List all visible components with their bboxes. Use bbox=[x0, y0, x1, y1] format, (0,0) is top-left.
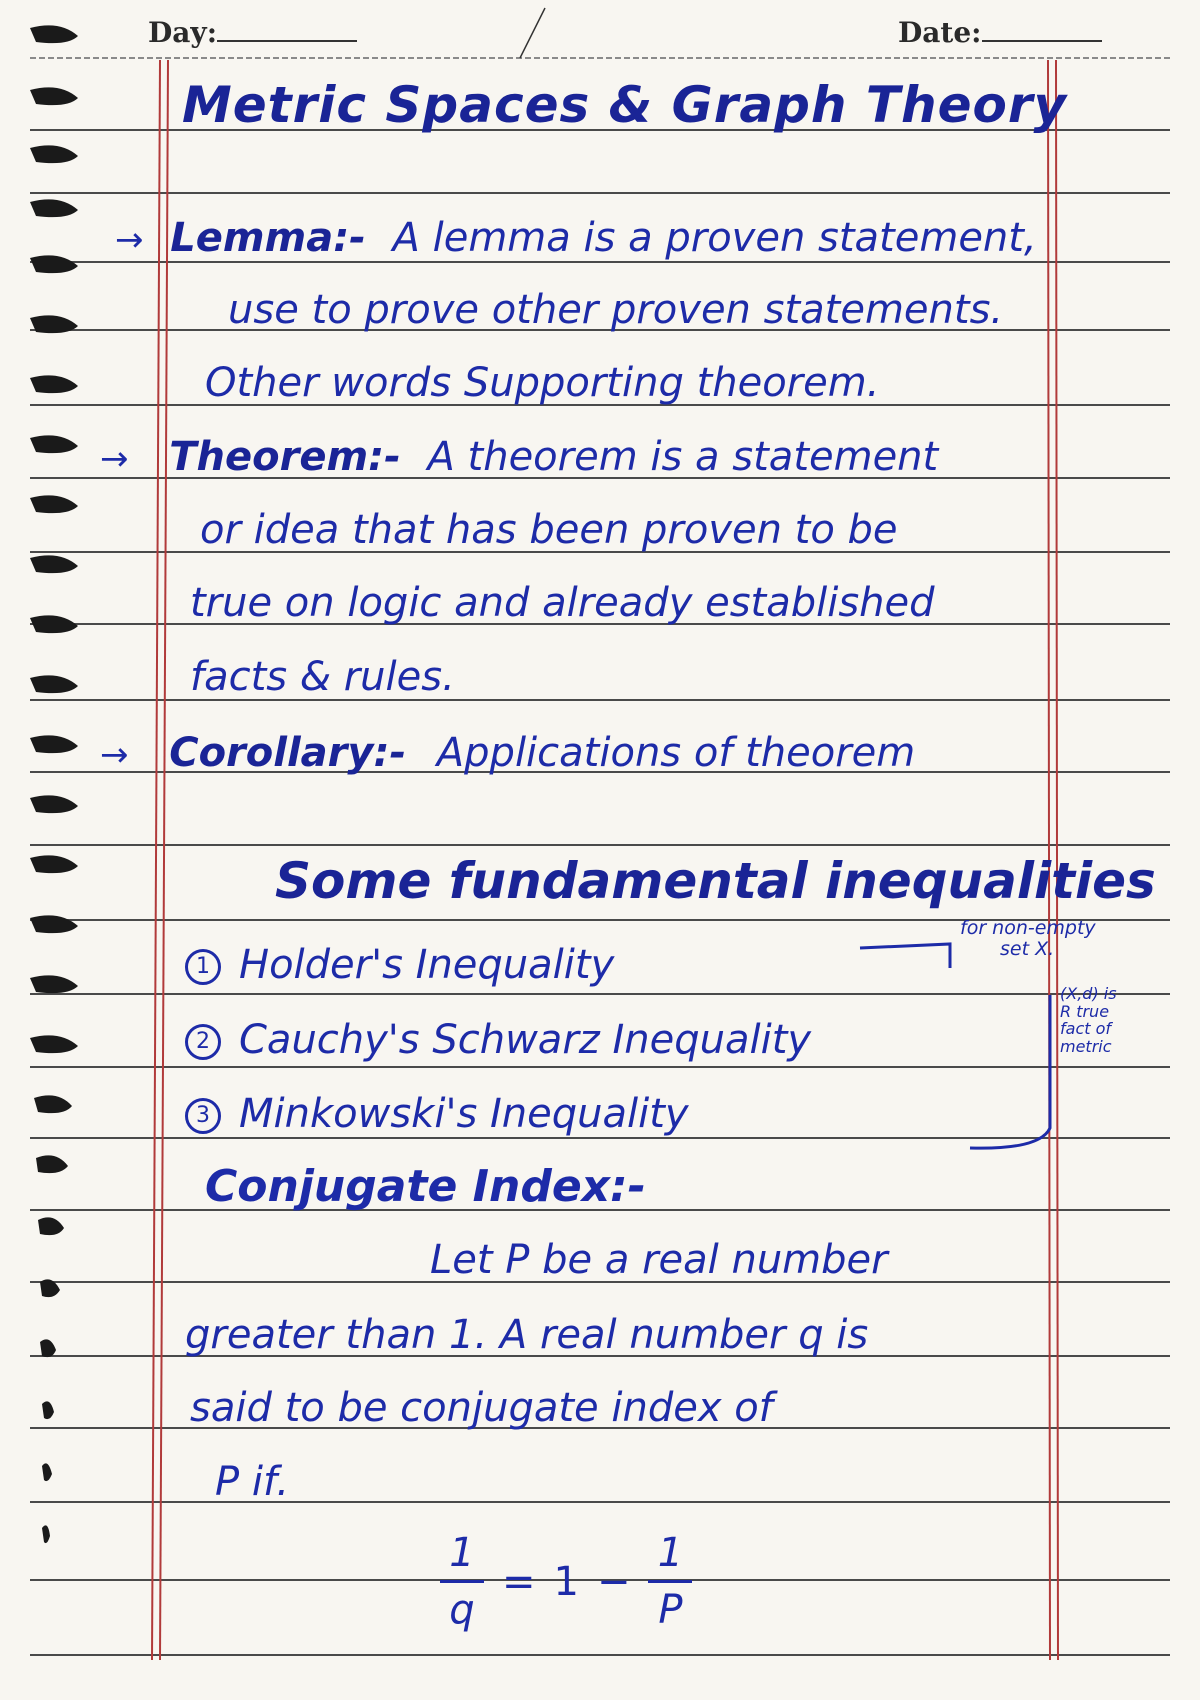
inequality-item-3 bbox=[185, 1091, 689, 1137]
arrow-icon: → bbox=[100, 735, 129, 775]
page-title: Metric Spaces & Graph Theory bbox=[182, 76, 1068, 134]
fraction-bar bbox=[440, 1580, 484, 1583]
fraction-lhs bbox=[440, 1530, 484, 1633]
one-value: 1 bbox=[553, 1558, 579, 1605]
number-badge: 2 bbox=[185, 1024, 221, 1060]
lemma-text-1: A lemma is a proven statement, bbox=[392, 215, 1037, 261]
arrow-icon: → bbox=[100, 439, 129, 479]
fraction-rhs bbox=[648, 1530, 692, 1633]
side-note-line: metric bbox=[1060, 1036, 1112, 1056]
spiral-binding bbox=[0, 0, 110, 1700]
date-blank bbox=[982, 36, 1102, 42]
fraction-numerator: 1 bbox=[657, 1530, 684, 1576]
corollary-line bbox=[100, 730, 916, 776]
minus-sign: − bbox=[596, 1558, 631, 1605]
number-badge: 3 bbox=[185, 1098, 221, 1134]
corollary-term: Corollary:- bbox=[169, 730, 407, 776]
side-note-metric bbox=[1060, 985, 1117, 1055]
theorem-line-1 bbox=[100, 434, 939, 480]
conjugate-heading: Conjugate Index:- bbox=[205, 1161, 646, 1212]
side-note-line: set X. bbox=[1000, 937, 1055, 960]
theorem-text-2: or idea that has been proven to be bbox=[200, 507, 898, 553]
day-blank bbox=[217, 36, 357, 42]
theorem-text-1: A theorem is a statement bbox=[427, 434, 939, 480]
inequality-text: Minkowski's Inequality bbox=[239, 1091, 689, 1137]
arrow-icon: → bbox=[115, 220, 144, 260]
corollary-text: Applications of theorem bbox=[436, 730, 916, 776]
side-note-line: R true bbox=[1060, 1001, 1110, 1021]
inequality-text: Cauchy's Schwarz Inequality bbox=[239, 1017, 812, 1063]
fraction-bar bbox=[648, 1580, 692, 1583]
side-note-line: (X,d) is bbox=[1060, 984, 1117, 1003]
inequalities-heading: Some fundamental inequalities bbox=[275, 852, 1156, 910]
conjugate-text-1: Let P be a real number bbox=[430, 1237, 888, 1283]
fraction-numerator: 1 bbox=[449, 1530, 475, 1576]
lemma-term: Lemma:- bbox=[170, 215, 366, 261]
date-label: Date: bbox=[898, 16, 982, 49]
theorem-text-3: true on logic and already established bbox=[190, 580, 935, 626]
day-label: Day: bbox=[148, 16, 218, 49]
day-field bbox=[148, 16, 357, 49]
date-field bbox=[898, 16, 1102, 49]
conjugate-text-3: said to be conjugate index of bbox=[190, 1385, 773, 1431]
number-badge: 1 bbox=[185, 949, 221, 985]
side-note-line: fact of bbox=[1060, 1019, 1112, 1039]
conjugate-text-4: P if. bbox=[215, 1459, 290, 1505]
side-note-nonempty bbox=[960, 918, 1096, 960]
conjugate-formula bbox=[440, 1530, 692, 1633]
theorem-text-4: facts & rules. bbox=[190, 654, 455, 700]
inequality-text: Holder's Inequality bbox=[239, 942, 615, 988]
inequality-item-1 bbox=[185, 942, 615, 988]
lemma-line-1 bbox=[115, 215, 1037, 261]
theorem-term: Theorem:- bbox=[169, 434, 401, 480]
lemma-text-2: use to prove other proven statements. bbox=[228, 287, 1004, 333]
conjugate-text-2: greater than 1. A real number q is bbox=[185, 1312, 869, 1358]
equals-sign: = bbox=[502, 1558, 536, 1605]
fraction-denominator: q bbox=[449, 1587, 475, 1633]
lemma-text-3: Other words Supporting theorem. bbox=[205, 360, 880, 406]
inequality-item-2 bbox=[185, 1017, 812, 1063]
fraction-denominator: P bbox=[658, 1587, 683, 1633]
side-note-line: for non-empty bbox=[960, 917, 1096, 939]
